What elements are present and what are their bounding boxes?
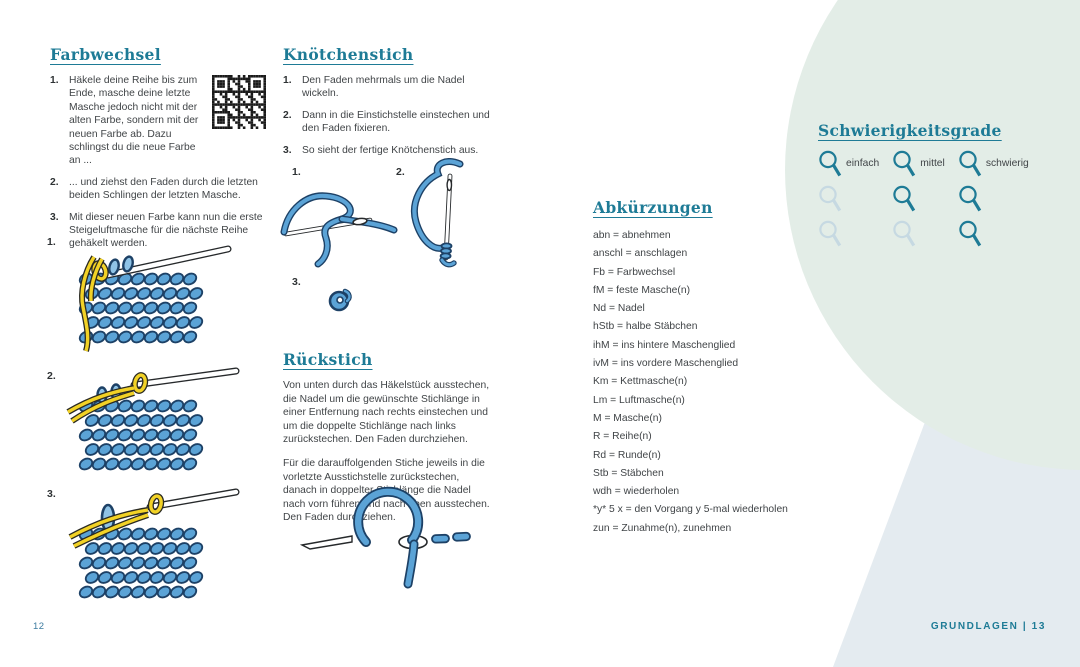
section-knoetchenstich <box>283 45 495 165</box>
section-abkuerzungen <box>593 198 788 538</box>
difficulty-icons <box>958 150 983 250</box>
step <box>283 109 495 136</box>
magnifier-icon <box>892 185 917 215</box>
section-schwierigkeitsgrade <box>818 121 1048 250</box>
figure-label: 3. <box>292 276 301 288</box>
step <box>283 74 495 101</box>
magnifier-icon <box>818 150 843 180</box>
step-number: 2. <box>50 176 59 188</box>
farbwechsel-steps <box>50 74 268 251</box>
abbreviation-item: Fb = Farbwechsel <box>593 266 676 278</box>
page-number-left: 12 <box>33 621 45 632</box>
magnifier-icon <box>958 220 983 250</box>
step-number: 3. <box>50 211 59 223</box>
abbreviation-item: anschl = anschlagen <box>593 248 688 260</box>
magnifier-icon <box>818 185 843 215</box>
farbwechsel-figure-3 <box>50 480 240 612</box>
step-text: Den Faden mehrmals um die Nadel wickeln. <box>302 75 465 100</box>
abbreviation-item: Km = Kettmasche(n) <box>593 376 688 388</box>
step <box>50 176 268 203</box>
difficulty-levels <box>818 150 1048 250</box>
abbreviations-list <box>593 227 788 538</box>
figure-label: 1. <box>292 166 301 178</box>
difficulty-icons <box>892 150 917 250</box>
section-title: Schwierigkeitsgrade <box>818 121 1002 140</box>
section-title: Farbwechsel <box>50 45 161 64</box>
section-title: Abkürzungen <box>593 198 713 217</box>
step-number: 2. <box>283 109 292 121</box>
difficulty-level-einfach <box>818 150 879 250</box>
abbreviation-item: abn = abnehmen <box>593 230 671 241</box>
step-number: 3. <box>283 144 292 156</box>
magnifier-icon <box>958 185 983 215</box>
paragraph: Für die darauffolgenden Stiche jeweils in die vorletzte Ausstichstelle zurückstechen, danach in doppelter Stichlänge die Nadel nach vorn führen und nach oben ausstechen. Den Faden durchziehen. <box>283 457 490 524</box>
step-text: Mit dieser neuen Farbe kann nun die erste Steigeluftmasche für die nächste Reihe gehäkelt werden. <box>69 211 263 250</box>
figure-label: 2. <box>396 166 405 178</box>
knoetchenstich-figure-2 <box>398 158 478 273</box>
section-title: Rückstich <box>283 350 373 369</box>
difficulty-level-schwierig <box>958 150 1029 250</box>
step <box>283 144 495 157</box>
abbreviation-item: ihM = ins hintere Maschenglied <box>593 339 736 351</box>
abbreviation-item: hStb = halbe Stäbchen <box>593 321 698 333</box>
farbwechsel-figure-1 <box>50 245 240 357</box>
section-farbwechsel <box>50 45 268 259</box>
difficulty-label: schwierig <box>985 158 1029 169</box>
difficulty-label: mittel <box>920 158 945 169</box>
abbreviation-item: Rd = Runde(n) <box>593 449 661 461</box>
abbreviation-item: Stb = Stäbchen <box>593 467 664 479</box>
abbreviation-item: *y* 5 x = den Vorgang y 5-mal wiederholen <box>593 504 788 516</box>
abbreviation-item: zun = Zunahme(n), zunehmen <box>593 522 732 534</box>
difficulty-icons <box>818 150 843 250</box>
section-title: Knötchenstich <box>283 45 414 64</box>
page-footer-right: GRUNDLAGEN | 13 <box>930 621 1046 632</box>
abbreviation-item: ivM = ins vordere Maschenglied <box>593 358 739 370</box>
farbwechsel-figure-2 <box>50 362 240 477</box>
magnifier-icon <box>892 150 917 180</box>
step-text: ... und ziehst den Faden durch die letzten beiden Schlingen der letzten Masche. <box>69 176 258 202</box>
step-number: 1. <box>50 75 59 86</box>
rueckstich-figure <box>300 478 480 590</box>
step-text: So sieht der fertige Knötchenstich aus. <box>302 144 479 156</box>
abbreviation-item: R = Reihe(n) <box>593 431 652 443</box>
figure-label: 2. <box>47 370 56 382</box>
abbreviation-item: Lm = Luftmasche(n) <box>593 394 685 406</box>
abbreviation-item: Nd = Nadel <box>593 303 645 315</box>
magnifier-icon <box>818 220 843 250</box>
paragraph: Von unten durch das Häkelstück ausstechen, die Nadel um die gewünschte Stichlänge in einer Entfernung nach rechts einstechen und um die doppelte Stichlänge nach links zurückstechen. Den Faden durchziehen. <box>283 380 490 446</box>
step-number: 1. <box>283 75 292 86</box>
difficulty-level-mittel <box>892 150 945 250</box>
figure-label: 3. <box>47 488 56 500</box>
abbreviation-item: wdh = wiederholen <box>593 486 680 498</box>
step-text: Häkele deine Reihe bis zum Ende, masche deine letzte Masche jedoch nicht mit der alten Farbe, sondern mit der neuen Farbe ab. Dazu schlingst du die neue Farbe an ... <box>69 75 199 167</box>
magnifier-icon <box>892 220 917 250</box>
qr-code <box>212 75 266 129</box>
magnifier-icon <box>958 150 983 180</box>
knoetchenstich-figure-1 <box>278 170 398 270</box>
abbreviation-item: M = Masche(n) <box>593 412 662 424</box>
step-text: Dann in die Einstichstelle einstechen und den Faden fixieren. <box>302 109 490 135</box>
figure-label: 1. <box>47 236 56 248</box>
abbreviation-item: fM = feste Masche(n) <box>593 284 690 296</box>
knoetchenstich-figure-3 <box>320 282 360 318</box>
difficulty-label: einfach <box>846 158 880 169</box>
